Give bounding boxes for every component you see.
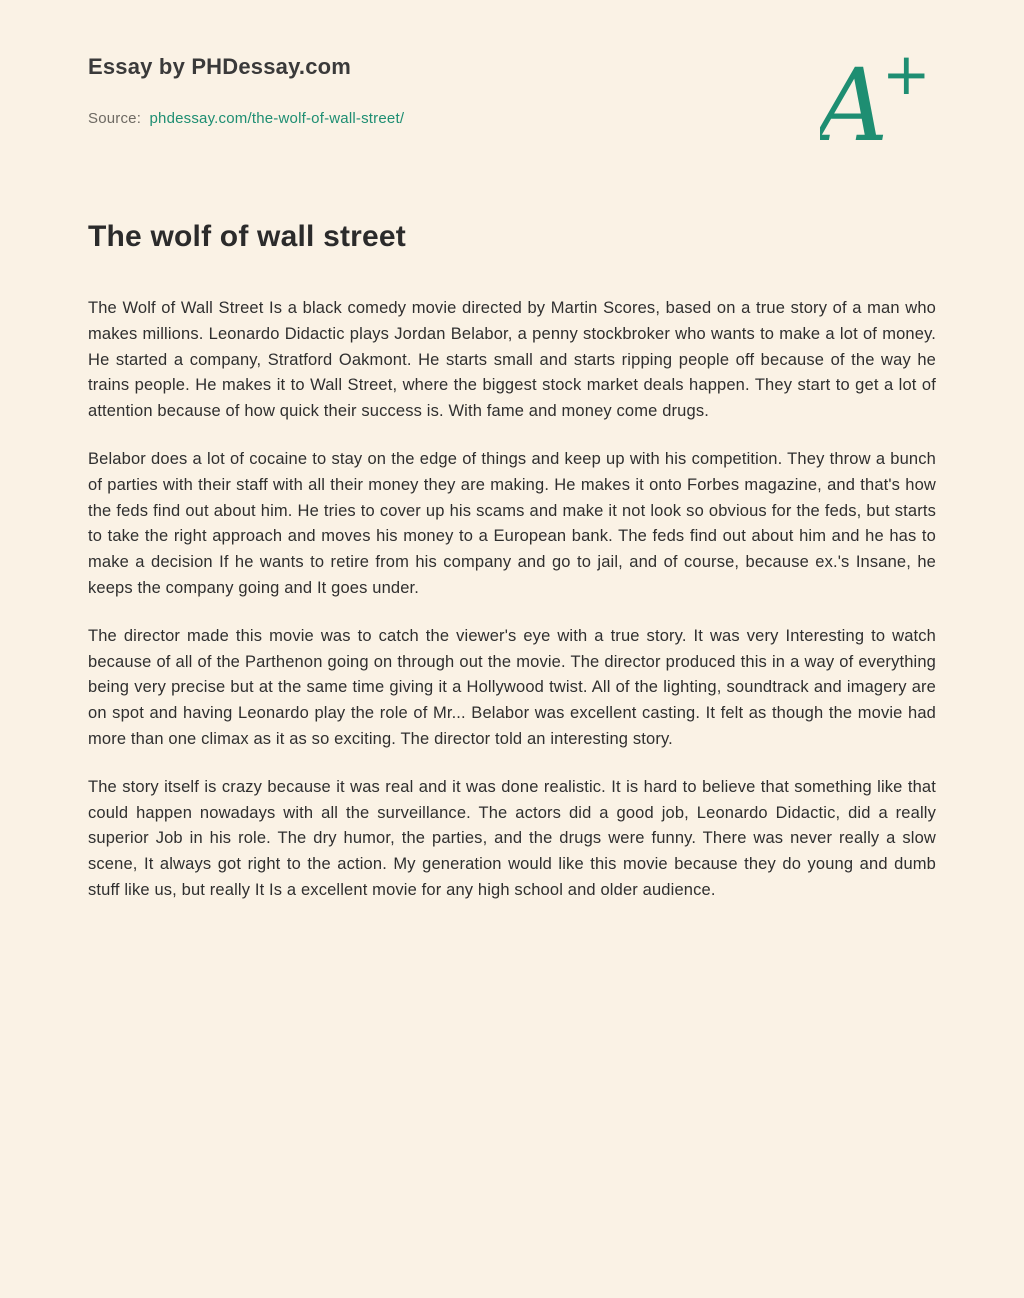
essay-title: The wolf of wall street [88,220,406,253]
essay-body [88,296,936,904]
source-line [88,110,404,127]
phdessay-a-plus-logo-icon [820,48,930,158]
byline: Essay by PHDessay.com [88,54,352,79]
source-link[interactable]: phdessay.com/the-wolf-of-wall-street/ [149,110,405,127]
header-text-block [88,48,404,127]
essay-paragraph-3: The director made this movie was to catch the viewer's eye with a true story. It was very Interesting to watch because of all of the Parthenon going on through out the movie. The director produced this in a way of everything being very precise but at the same time giving it a Hollywood twist. All of the lighting, soundtrack and imagery are on spot and having Leonardo play the role of Mr... Belabor was excellent casting. It felt as though the movie had more than one climax as it as so exciting. The director told an interesting story. [88,626,936,748]
svg-text:+: + [882,48,930,108]
page-header [88,48,936,158]
essay-paragraph-1: The Wolf of Wall Street Is a black comedy movie directed by Martin Scores, based on a true story of a man who makes millions. Leonardo Didactic plays Jordan Belabor, a penny stockbroker who wants to make a lot of money. He started a company, Stratford Oakmont. He starts small and starts ripping people off because of the way he trains people. He makes it to Wall Street, where the biggest stock market deals happen. They start to get a lot of attention because of how quick their success is. With fame and money come drugs. [88,299,936,421]
svg-text:A: A [820,48,889,158]
essay-paragraph-4: The story itself is crazy because it was real and it was done realistic. It is hard to believe that something like that could happen nowadays with all the surveillance. The actors did a good job, Leonardo Didactic, did a really superior Job in his role. The dry humor, the parties, and the drugs were funny. There was never really a slow scene, It always got right to the action. My generation would like this movie because they do young and dumb stuff like us, but really It Is a excellent movie for any high school and older audience. [88,777,936,899]
essay-paragraph-2: Belabor does a lot of cocaine to stay on the edge of things and keep up with his competition. They throw a bunch of parties with their staff with all their money they are making. He makes it onto Forbes magazine, and that's how the feds find out about him. He tries to cover up his scams and make it not look so obvious for the feds, but starts to take the right approach and moves his money to a European bank. The feds find out about him and he has to make a decision If he wants to retire from his company and go to jail, and of course, because ex.'s Insane, he keeps the company going and It goes under. [88,449,936,597]
source-label: Source: [88,110,142,127]
